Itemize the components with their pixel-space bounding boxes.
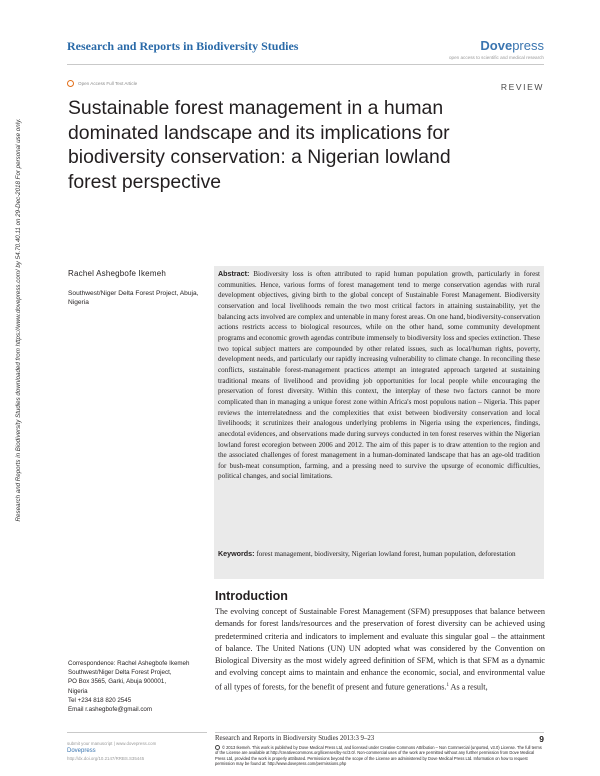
footer-left-divider <box>67 732 207 733</box>
license-text <box>215 745 545 766</box>
correspondence-line1: Southwest/Niger Delta Forest Project, <box>68 669 172 677</box>
footer-citation: Research and Reports in Biodiversity Studies 2013:3 9–23 <box>215 735 375 742</box>
footer-dovepress: Dovepress <box>67 748 96 754</box>
author-affiliation: Southwest/Niger Delta Forest Project, Abuja, Nigeria <box>68 290 199 306</box>
abstract-label: Abstract: <box>218 270 250 278</box>
header-divider <box>67 64 544 65</box>
author-name: Rachel Ashegbofe Ikemeh <box>68 269 166 278</box>
introduction-heading: Introduction <box>215 589 288 603</box>
journal-title: Research and Reports in Biodiversity Studies <box>67 39 299 53</box>
keywords-text: forest management, biodiversity, Nigerian lowland forest, human population, deforestation <box>256 550 516 558</box>
introduction-text-tail: As a result, <box>448 682 488 692</box>
correspondence-block <box>68 659 208 714</box>
footer-submit-link[interactable]: submit your manuscript | www.dovepress.com <box>67 741 157 746</box>
open-access-label: Open Access Full Text Article <box>78 81 138 86</box>
publisher-name-bold: Dove <box>480 38 513 53</box>
abstract-text: Biodiversity loss is often attributed to rapid human population growth, particularly in forest communities. Hence, various forms of forest management tend to merge conservation agendas with rural development objectives, giving birth to the global concept of Sustainable Forest Management. Biodiversity conservation and local livelihoods remain the two most critical factors in attaining sustainability, yet the balancing acts involved are complex and untenable in many forest areas. On one hand, biodiversity-conservation actions restricts access to biological resources, while on the other hand, some community development programs and economic growth agendas contribute immensely to biodiversity loss and species extinction. These two topical subject matters are compounded by other related issues, such as local/human rights, poverty, development needs, and particularly our rapidly increasing vulnerability to climate change. In reconciling these conflicts, sustainable forest-management practices attempt an integrated approach targeted at sustaining traditional means of livelihood and providing job opportunities for local people while encouraging the preservation of forest diversity. Within this context, the interplay of these two factors cannot be more complicated than in managing a unique forest zone within Africa's most populous nation – Nigeria. This paper reviews the interrelatedness and the complexities that exist between biodiversity conservation and local livelihoods; it scrutinizes their analogous underlying problems in Nigeria using the experiences, findings, anecdotal evidences, and observations made during surveys conducted in ten forest reserves within the Nigerian lowland forest ecoregion between 2006 and 2012. The aim of this paper is to draw attention to the region and the associated challenges of forest management in a human-dominated landscape that has an age-old tradition for bush-meat consumption, farming, and a pressing need to survive the upsurge of economic difficulties, political changes, and social limitations. <box>218 270 541 481</box>
correspondence-line3: Nigeria <box>68 687 88 695</box>
side-download-note <box>14 100 36 540</box>
side-download-text: Research and Reports in Biodiversity Studies downloaded from https://www.dovepress.com/ by 54.70.40.11 on 29-Dec-2018 For personal use only. <box>15 118 22 522</box>
correspondence-line2: PO Box 3565, Garki, Abuja 900001, <box>68 678 167 686</box>
license-body: © 2013 Ikemeh. This work is published by Dove Medical Press Ltd, and licensed under Creative Commons Attribution – Non Commercial (unported, v3.0) License. The full terms of the License are available at http://creativecommons.org/licenses/by-nc/3.0/. Non-commercial uses of the work are permitted without any further permission from Dove Medical Press Ltd, provided the work is properly attributed. Permissions beyond the scope of the License are administered by Dove Medical Press Ltd. Information on how to request permission may be found at: http://www.dovepress.com/permissions.php <box>215 745 542 766</box>
publisher-tagline: open access to scientific and medical research <box>449 55 544 60</box>
footer-doi-link[interactable]: http://dx.doi.org/10.2147/RRBS.S35445 <box>67 756 145 761</box>
introduction-body <box>215 606 545 694</box>
publisher-name-rest: press <box>512 38 544 53</box>
keywords-label: Keywords: <box>218 550 255 558</box>
page-number: 9 <box>539 734 544 744</box>
open-access-row <box>67 80 137 87</box>
reference-marker[interactable]: 1 <box>446 682 449 688</box>
footer-right-divider <box>215 732 544 733</box>
abstract <box>218 269 540 482</box>
open-access-icon <box>67 80 74 87</box>
publisher-logo <box>480 38 544 53</box>
correspondence-label: Correspondence: Rachel Ashegbofe Ikemeh <box>68 660 190 667</box>
article-title: Sustainable forest management in a human dominated landscape and its implications for biodiversity conservation: a Nigerian lowland forest perspective <box>68 97 451 193</box>
correspondence-email[interactable]: Email r.ashegbofe@gmail.com <box>68 706 153 714</box>
article-type: REVIEW <box>500 82 544 92</box>
introduction-text: The evolving concept of Sustainable Forest Management (SFM) presupposes that balance between demands for forest lands/resources and the preservation of forest diversity can be achieved using predetermined criteria and indicators to implement and evaluate this singular goal – the attainment of balance. The United Nations (UN) UN adopted what was considered by the Convention on Biological Diversity as the most widely agreed definition of SFM, which is that SFM as a dynamic and evolving concept aims to maintain and enhance the economic, social, and environmental value of all types of forests, for the benefit of present and future generations. <box>215 607 545 692</box>
keywords <box>218 549 540 560</box>
correspondence-tel: Tel +234 818 820 2545 <box>68 696 132 704</box>
